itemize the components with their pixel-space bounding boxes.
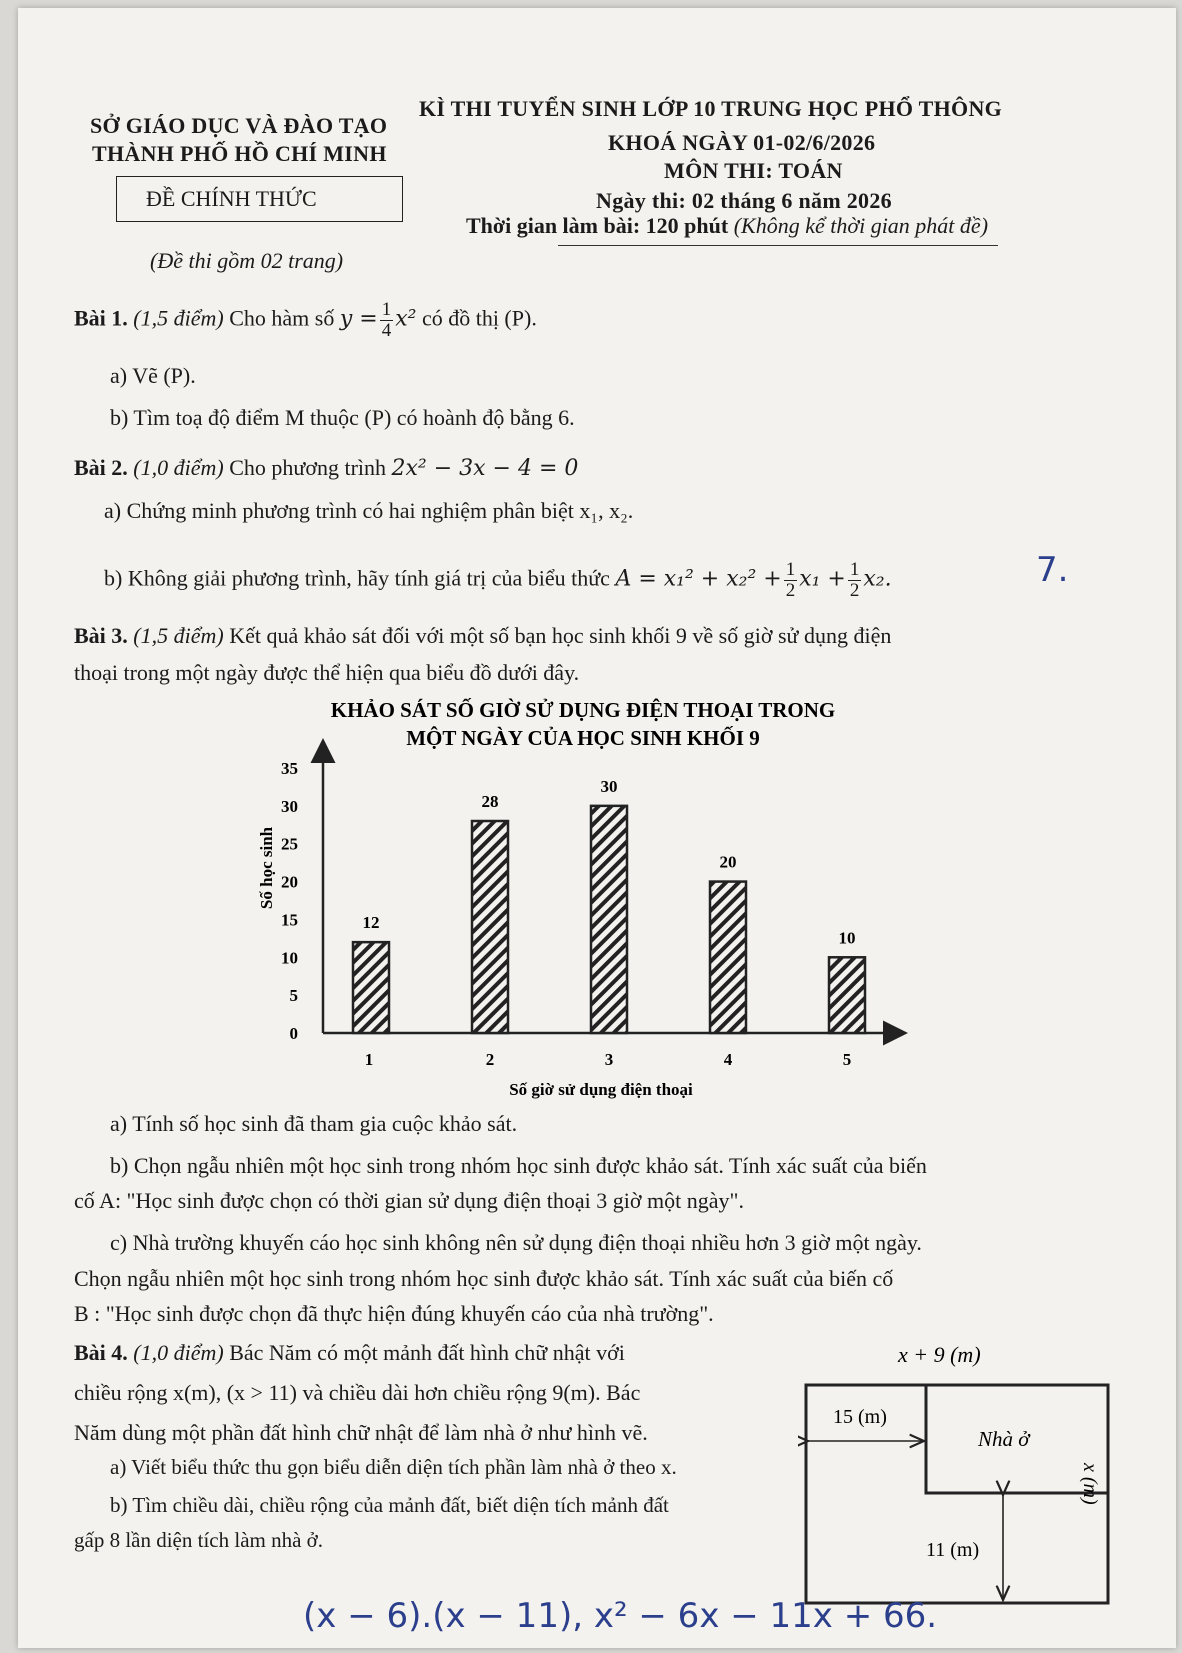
bai1-points: (1,5 điểm)	[133, 305, 224, 331]
bai2-equation: 2x² − 3x − 4 = 0	[391, 456, 579, 481]
bai1-intro: Cho hàm số	[229, 305, 335, 331]
y-axis-label: Số học sinh	[257, 826, 276, 910]
chart-bars	[353, 777, 865, 1069]
bar-value-label: 12	[362, 913, 380, 933]
y-tick-label: 0	[289, 1024, 298, 1043]
bai2-b-expr1: A = x₁² + x₂² +	[615, 566, 782, 592]
bai1-intro-end: có đồ thị (P).	[421, 305, 537, 331]
x-tick-label: 4	[723, 1050, 733, 1069]
bai2-b-expr2: x₁ +	[799, 566, 846, 592]
bai1-title: Bài 1.	[74, 305, 128, 331]
dim-11-label: 11 (m)	[926, 1539, 980, 1561]
bai3-title: Bài 3.	[74, 623, 128, 648]
exam-date-range: KHOÁ NGÀY 01-02/6/2026	[608, 130, 876, 155]
bai4-line2: chiều rộng x(m), (x > 11) và chiều dài hơn chiều rộng 9(m). Bác	[74, 1380, 641, 1405]
bar-value-label: 28	[481, 792, 499, 811]
bai4-b1: b) Tìm chiều dài, chiều rộng của mảnh đất, biết diện tích mảnh đất	[110, 1493, 669, 1517]
half-frac-1	[784, 560, 798, 601]
bai4-title: Bài 4.	[74, 1340, 128, 1365]
pages-note: (Đề thi gồm 02 trang)	[150, 248, 344, 273]
bar-5	[829, 957, 865, 1033]
house-label: Nhà ở	[978, 1427, 1030, 1451]
x-tick-label: 3	[604, 1050, 614, 1069]
bai2-intro: Cho phương trình	[229, 455, 387, 480]
bai1-frac	[380, 300, 394, 341]
y-tick-label: 15	[281, 910, 298, 930]
dept-name: SỞ GIÁO DỤC VÀ ĐÀO TẠO	[90, 113, 388, 138]
y-tick-label: 5	[289, 986, 298, 1006]
frac-num: 1	[381, 299, 392, 320]
bai1-func-rhs: x²	[395, 306, 417, 332]
bai4-line1	[74, 1340, 625, 1366]
bai3-c1: c) Nhà trường khuyến cáo học sinh không nên sử dụng điện thoại nhiều hơn 3 giờ một ngày.	[110, 1230, 922, 1255]
bar-value-label: 30	[600, 776, 618, 796]
chart-title-2: MỘT NGÀY CỦA HỌC SINH KHỐI 9	[406, 726, 760, 750]
y-tick-label: 25	[281, 834, 298, 854]
x-axis-label: Số giờ sử dụng điện thoại	[509, 1080, 693, 1099]
side-label: x (m)	[1079, 1463, 1101, 1505]
dim-15-label: 15 (m)	[833, 1406, 887, 1428]
exam-time	[466, 213, 988, 239]
bai3-line1	[74, 623, 891, 649]
city-name: THÀNH PHỐ HỒ CHÍ MINH	[92, 141, 387, 166]
exam-title: KÌ THI TUYỂN SINH LỚP 10 TRUNG HỌC PHỔ THÔNG	[419, 96, 1003, 121]
bai2-b-expr3: x₂.	[863, 566, 892, 592]
frac-num: 1	[785, 559, 796, 580]
exam-subject: MÔN THI: TOÁN	[664, 158, 843, 183]
time-label: Thời gian làm bài: 120 phút	[466, 213, 729, 238]
handwritten-mark: 7.	[1036, 550, 1069, 590]
bai4-b2: gấp 8 lần diện tích làm nhà ở.	[74, 1528, 324, 1552]
exam-paper	[18, 8, 1176, 1648]
bai2-b	[104, 560, 892, 601]
bai2-points: (1,0 điểm)	[133, 455, 224, 480]
y-tick-label: 20	[281, 872, 298, 892]
x-tick-label: 2	[485, 1050, 495, 1069]
y-tick-label: 35	[281, 759, 298, 778]
bar-3	[591, 806, 627, 1033]
frac-den: 4	[381, 319, 392, 341]
bai3-a: a) Tính số học sinh đã tham gia cuộc khảo sát.	[110, 1111, 518, 1136]
bar-value-label: 10	[838, 928, 856, 948]
bar-2	[472, 821, 508, 1033]
y-tick-label: 10	[281, 948, 298, 968]
bar-1	[353, 942, 389, 1033]
x-tick-label: 5	[842, 1050, 852, 1069]
header-rule	[558, 245, 998, 246]
chart-title-1: KHẢO SÁT SỐ GIỜ SỬ DỤNG ĐIỆN THOẠI TRONG	[330, 698, 836, 722]
bai3-b2: cố A: "Học sinh được chọn có thời gian sử dụng điện thoại 3 giờ một ngày".	[74, 1188, 745, 1213]
bai1-b: b) Tìm toạ độ điểm M thuộc (P) có hoành độ bằng 6.	[110, 405, 575, 430]
bai3-c2: Chọn ngẫu nhiên một học sinh trong nhóm học sinh được khảo sát. Tính xác suất của biến cố	[74, 1266, 894, 1291]
bar-4	[710, 882, 746, 1033]
land-width-label: x + 9 (m)	[898, 1342, 981, 1367]
half-frac-2	[848, 560, 862, 601]
bai3-c3: B : "Học sinh được chọn đã thực hiện đúng khuyến cáo của nhà trường".	[74, 1301, 714, 1326]
bai3-b1: b) Chọn ngẫu nhiên một học sinh trong nhóm học sinh được khảo sát. Tính xác suất của biến	[110, 1153, 927, 1178]
bai1-a: a) Vẽ (P).	[110, 363, 196, 388]
frac-den: 2	[849, 579, 860, 601]
bai1-func-lhs: y =	[339, 306, 378, 332]
bai2-line	[74, 455, 578, 481]
frac-num: 1	[849, 559, 860, 580]
handwritten-work: (x − 6).(x − 11), x² − 6x − 11x + 66.	[303, 1596, 938, 1636]
time-note: (Không kể thời gian phát đề)	[733, 213, 989, 238]
bai3-text1: Kết quả khảo sát đối với một số bạn học sinh khối 9 về số giờ sử dụng điện	[229, 623, 892, 648]
bai4-a: a) Viết biểu thức thu gọn biểu diễn diện tích phần làm nhà ở theo x.	[110, 1455, 677, 1479]
survey-bar-chart	[238, 693, 958, 1103]
exam-day: Ngày thi: 02 tháng 6 năm 2026	[596, 188, 892, 213]
bai4-points: (1,0 điểm)	[133, 1340, 224, 1365]
land-figure	[798, 1338, 1128, 1628]
bai3-line2: thoại trong một ngày được thể hiện qua biểu đồ dưới đây.	[74, 660, 580, 685]
bai4-text1: Bác Năm có một mảnh đất hình chữ nhật với	[229, 1340, 625, 1365]
bar-value-label: 20	[719, 852, 737, 872]
bai2-title: Bài 2.	[74, 455, 128, 480]
x-tick-label: 1	[364, 1050, 374, 1069]
bai4-line3: Năm dùng một phần đất hình chữ nhật để làm nhà ở như hình vẽ.	[74, 1420, 648, 1445]
y-tick-label: 30	[281, 796, 298, 816]
bai2-b-text: b) Không giải phương trình, hãy tính giá trị của biểu thức	[104, 565, 610, 591]
bai2-a: a) Chứng minh phương trình có hai nghiệm phân biệt x₁, x₂.	[104, 498, 634, 523]
official-label: ĐỀ CHÍNH THỨC	[146, 186, 317, 211]
bai1-line	[74, 300, 537, 341]
bai3-points: (1,5 điểm)	[133, 623, 224, 648]
frac-den: 2	[785, 579, 796, 601]
